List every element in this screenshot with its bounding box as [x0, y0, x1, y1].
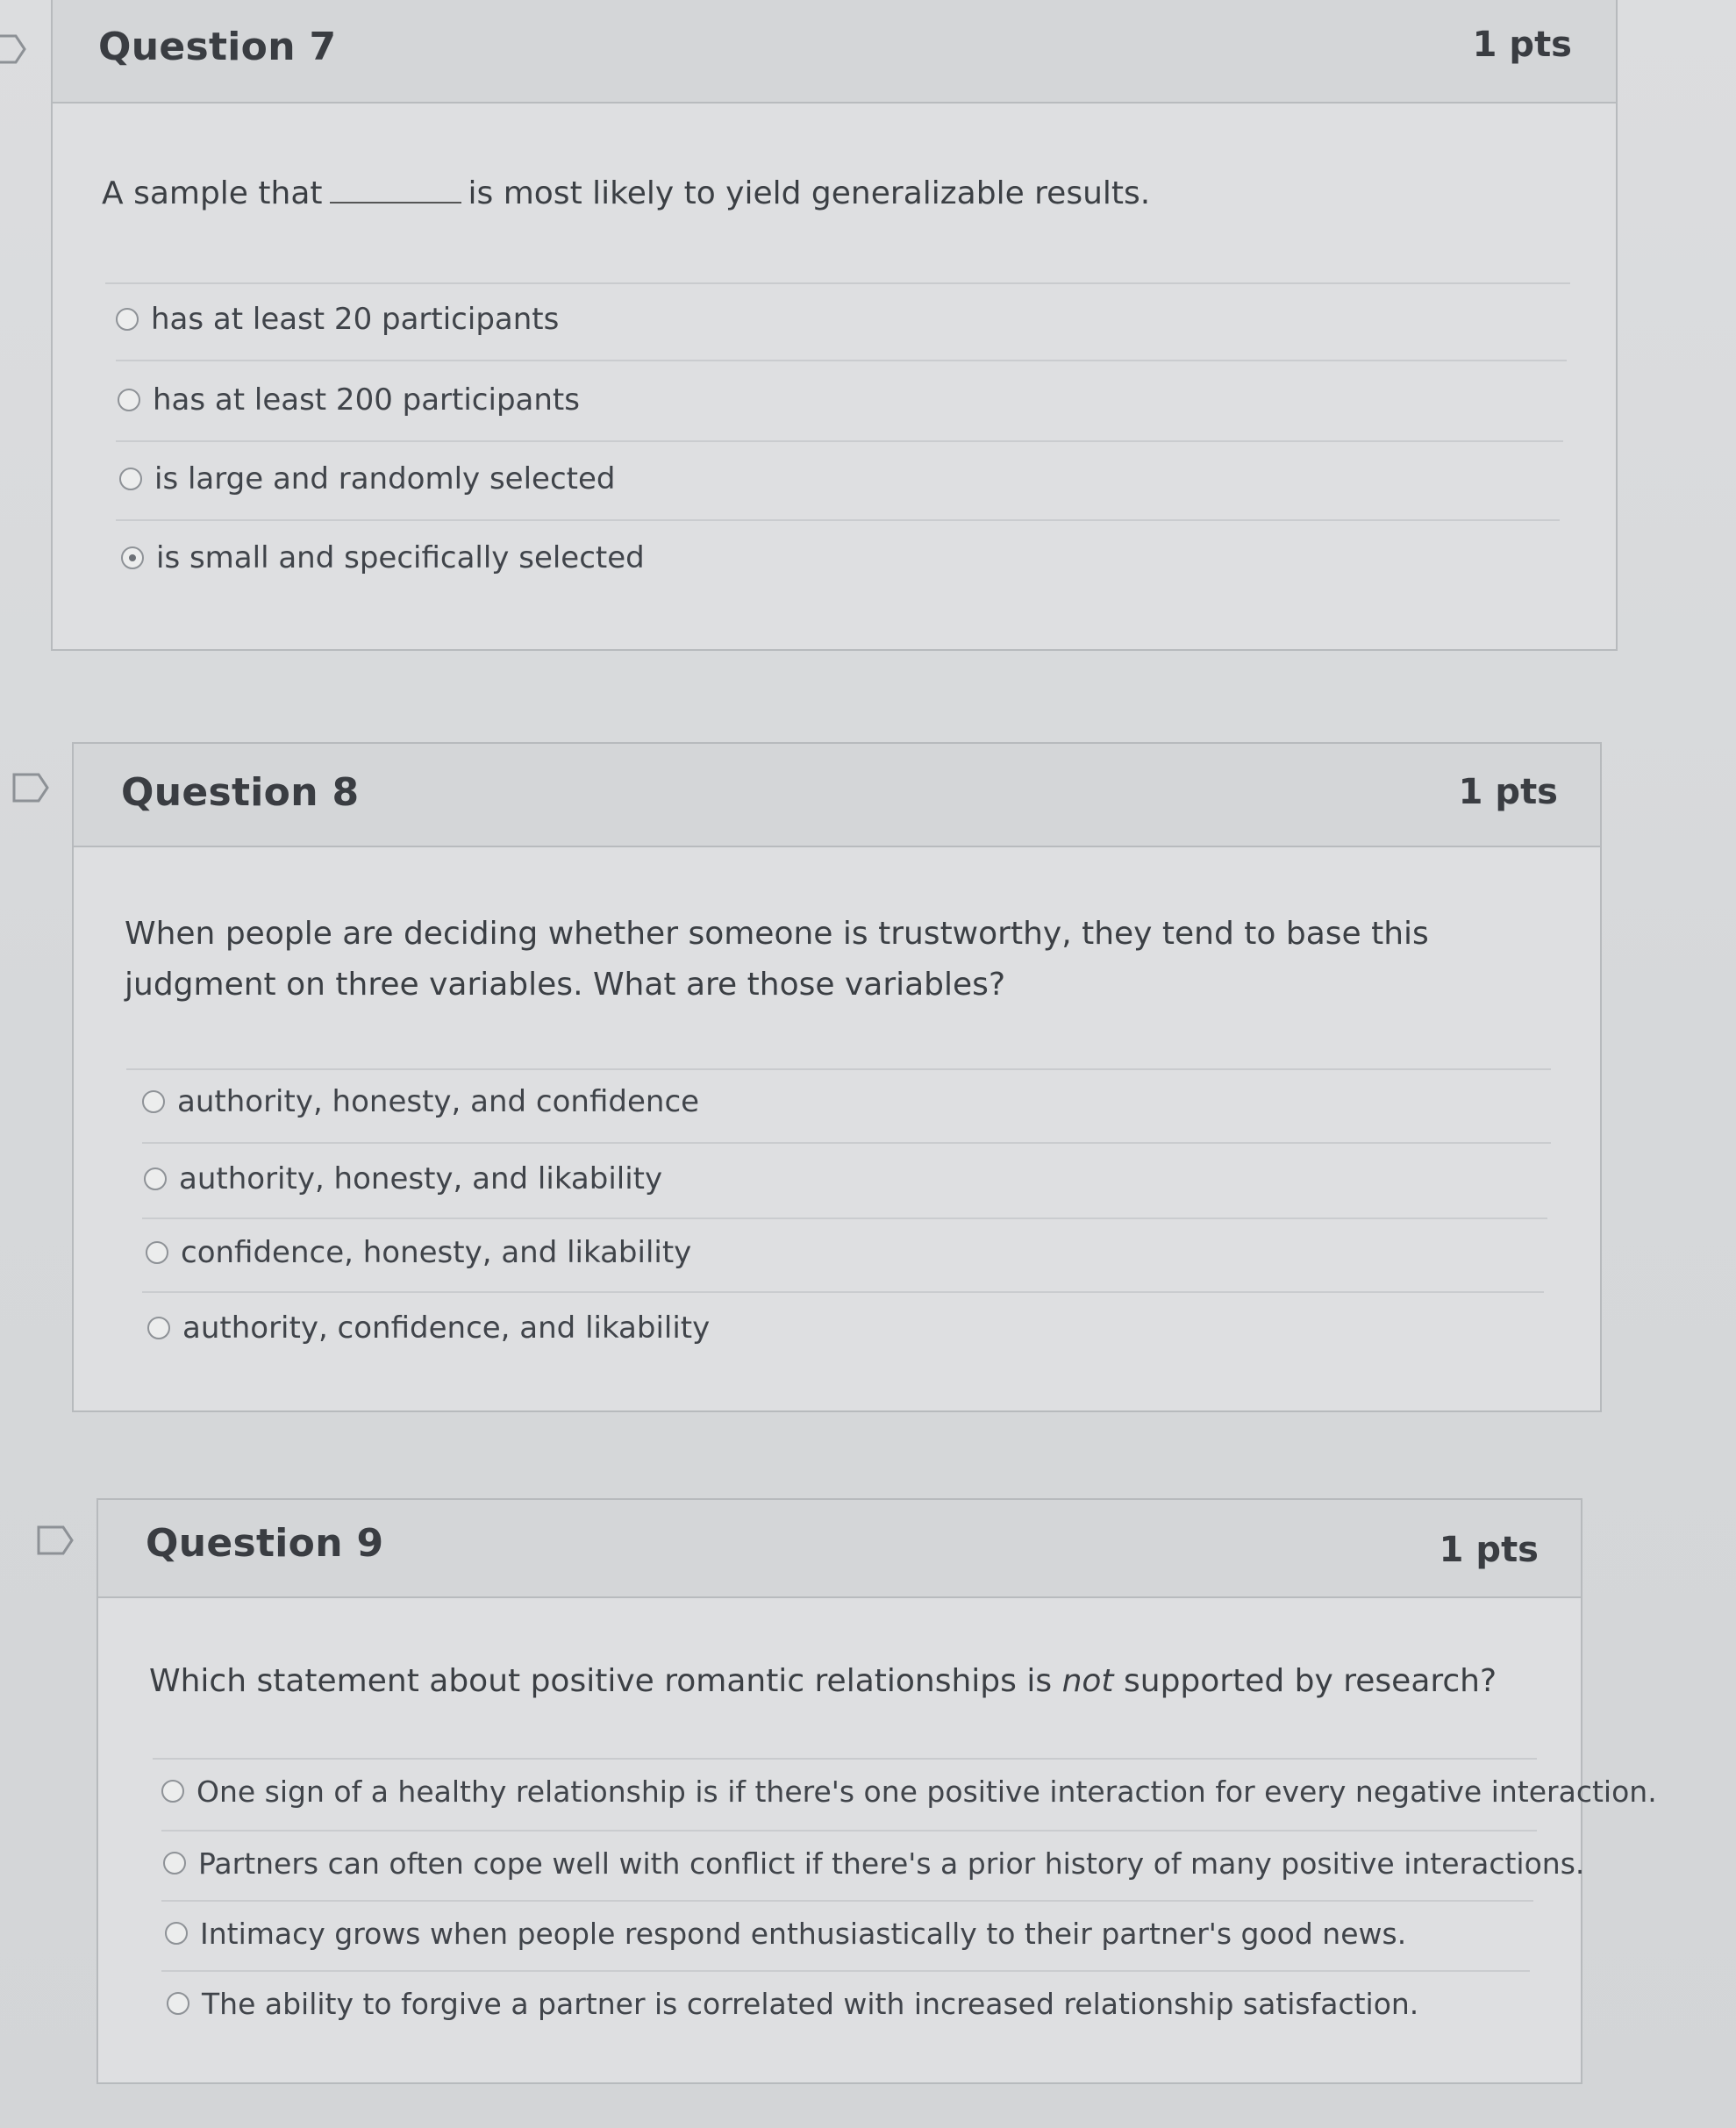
- answer-divider: [142, 1218, 1547, 1219]
- answer-label: has at least 200 participants: [153, 382, 580, 418]
- answer-label: is small and specifically selected: [156, 540, 645, 575]
- question-9-header: [98, 1500, 1581, 1598]
- question-7-card: [51, 0, 1618, 651]
- flag-question-8-icon[interactable]: [12, 772, 51, 803]
- question-7-points: 1 pts: [1472, 25, 1572, 65]
- question-7-divider: [105, 282, 1570, 284]
- question-9-answer-3[interactable]: [165, 1907, 1406, 1960]
- answer-divider: [116, 519, 1560, 521]
- answer-divider: [116, 360, 1567, 361]
- answer-label: authority, confidence, and likability: [182, 1310, 711, 1346]
- radio-icon[interactable]: [165, 1922, 188, 1945]
- question-7-answer-2[interactable]: [118, 374, 580, 426]
- question-7-text-after: is most likely to yield generalizable results.: [468, 175, 1151, 211]
- answer-divider: [161, 1900, 1533, 1902]
- radio-icon[interactable]: [146, 1241, 168, 1264]
- radio-icon[interactable]: [144, 1168, 167, 1190]
- radio-selected-icon[interactable]: [121, 546, 144, 569]
- flag-question-7-icon[interactable]: [0, 33, 28, 65]
- question-7-text-before: A sample that: [102, 175, 323, 211]
- question-8-answer-2[interactable]: [144, 1153, 662, 1205]
- question-7-blank: [330, 175, 461, 204]
- question-7-header: [53, 0, 1616, 104]
- answer-label: The ability to forgive a partner is correlated with increased relationship satisfaction.: [202, 1986, 1419, 2021]
- answer-label: authority, honesty, and confidence: [177, 1084, 700, 1119]
- answer-label: has at least 20 participants: [151, 302, 560, 337]
- radio-icon[interactable]: [116, 308, 139, 331]
- answer-label: One sign of a healthy relationship is if there's one positive interaction for every negative interaction.: [196, 1774, 1657, 1809]
- radio-icon[interactable]: [167, 1992, 189, 2015]
- question-9-title: Question 9: [146, 1521, 384, 1566]
- answer-divider: [161, 1830, 1537, 1832]
- question-9-text-emphasis: not: [1061, 1663, 1114, 1699]
- answer-label: confidence, honesty, and likability: [181, 1235, 692, 1270]
- question-7-text: [102, 168, 1150, 219]
- question-9-points: 1 pts: [1439, 1530, 1539, 1570]
- radio-icon[interactable]: [142, 1090, 165, 1113]
- answer-label: Intimacy grows when people respond enthusiastically to their partner's good news.: [200, 1916, 1407, 1951]
- question-9-answer-2[interactable]: [163, 1837, 1584, 1889]
- question-9-card: [96, 1498, 1657, 2084]
- question-8-title: Question 8: [121, 770, 360, 815]
- answer-divider: [142, 1291, 1544, 1293]
- answer-label: authority, honesty, and likability: [179, 1161, 663, 1196]
- answer-label: Partners can often cope well with conflict if there's a prior history of many positive interactions.: [198, 1846, 1585, 1881]
- question-9-answer-4[interactable]: [167, 1977, 1418, 2030]
- question-7-answer-3[interactable]: [119, 453, 615, 505]
- question-8-divider: [126, 1068, 1551, 1070]
- question-8-points: 1 pts: [1458, 772, 1558, 812]
- question-8-answer-3[interactable]: [146, 1226, 691, 1279]
- question-9-answer-1[interactable]: [161, 1765, 1657, 1817]
- question-9-text-before: Which statement about positive romantic relationships is: [149, 1663, 1053, 1699]
- question-8-header: [74, 744, 1600, 847]
- question-8-answer-1[interactable]: [142, 1075, 699, 1128]
- radio-icon[interactable]: [161, 1780, 184, 1803]
- answer-divider: [161, 1970, 1530, 1972]
- radio-icon[interactable]: [163, 1852, 186, 1874]
- answer-divider: [116, 440, 1563, 442]
- question-9-text: [149, 1656, 1553, 1707]
- radio-icon[interactable]: [147, 1317, 170, 1339]
- question-8-card: [72, 742, 1602, 1412]
- question-8-text: When people are deciding whether someone is trustworthy, they tend to base this judgment on three variables. What are those variables?: [125, 916, 1429, 1003]
- question-7-answer-1[interactable]: [116, 293, 559, 346]
- question-9-text-after: supported by research?: [1124, 1663, 1497, 1699]
- question-8-answer-4[interactable]: [147, 1302, 710, 1354]
- flag-question-9-icon[interactable]: [37, 1525, 75, 1556]
- answer-label: is large and randomly selected: [154, 461, 616, 496]
- radio-icon[interactable]: [118, 389, 140, 411]
- answer-divider: [142, 1142, 1551, 1144]
- radio-icon[interactable]: [119, 468, 142, 490]
- question-9-divider: [153, 1758, 1537, 1760]
- question-7-answer-4[interactable]: [121, 532, 645, 584]
- question-7-title: Question 7: [98, 25, 337, 69]
